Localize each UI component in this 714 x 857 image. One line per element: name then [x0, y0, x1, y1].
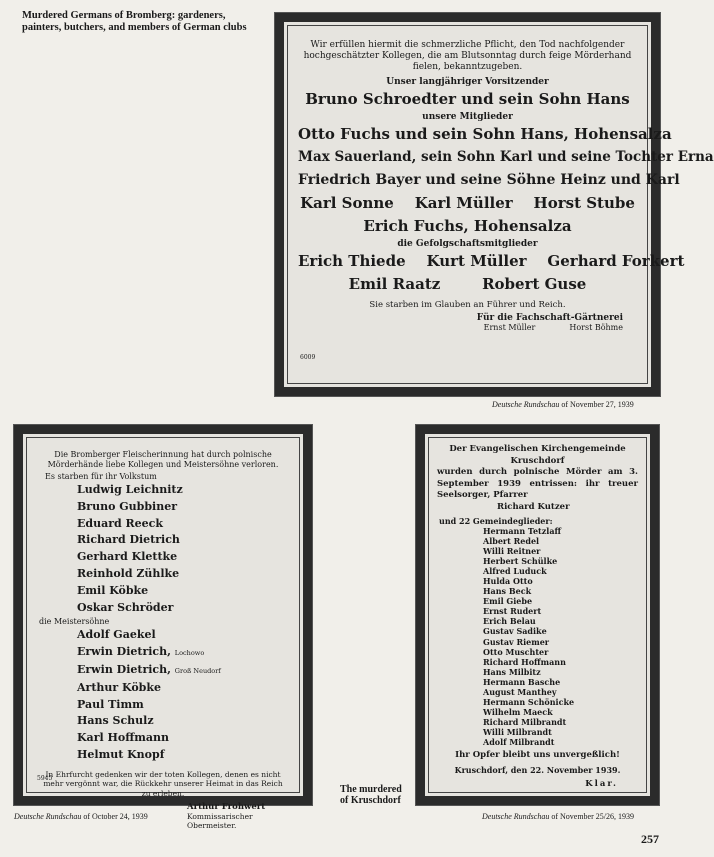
source-date: of November 27, 1939	[559, 400, 634, 409]
victim-name: Emil Köbke	[77, 583, 149, 597]
member-line: Erich Fuchs, Hohensalza	[363, 217, 572, 235]
member-name: Hermann Schönicke	[483, 697, 575, 708]
victim-name: Reinhold Zühlke	[77, 566, 180, 580]
notice-closing: Ihr Opfer bleibt uns unvergeßlich!	[455, 749, 620, 760]
source-date: of November 25/26, 1939	[549, 812, 634, 821]
faith-line: Sie starben im Glauben an Führer und Reich.	[369, 300, 566, 310]
notice-subhead: Unser langjähriger Vorsitzender	[386, 77, 549, 87]
victim-name: Bruno Gubbiner	[77, 499, 177, 513]
member-line: Otto Fuchs und sein Sohn Hans, Hohensalza	[298, 125, 672, 143]
victim-name-text: Erwin Dietrich,	[77, 645, 171, 659]
victim-place: Lochowo	[174, 649, 205, 658]
notice-signature: Klar.	[585, 778, 618, 789]
member-name: Willi Milbrandt	[483, 727, 552, 738]
member-name: Adolf Milbrandt	[483, 737, 555, 748]
victim-name: Richard Dietrich	[77, 533, 180, 547]
notice-subhead: unsere Mitglieder	[422, 112, 513, 122]
notice-date: Kruschdorf, den 22. November 1939.	[454, 764, 621, 775]
victim-name	[77, 680, 289, 697]
victim-name: Eduard Reeck	[77, 516, 163, 530]
source-line	[14, 812, 148, 821]
page-number: 257	[641, 832, 659, 846]
member-name: Hermann Tetzlaff	[483, 525, 562, 536]
member-name: Ernst Rudert	[483, 606, 542, 617]
member-name: Hans Beck	[483, 586, 532, 597]
follower-line: Erich Thiede Kurt Müller Gerhard Forkert	[298, 252, 685, 270]
member-name: Alfred Luduck	[483, 565, 547, 576]
death-notice-kruschdorf	[416, 425, 659, 805]
victim-name-text: Adolf Gaekel	[77, 628, 156, 642]
source-line	[482, 812, 634, 821]
victim-name-text: Paul Timm	[77, 697, 144, 711]
member-name: Gustav Sadike	[483, 626, 547, 637]
victim-name: Oskar Schröder	[77, 600, 174, 614]
notice-lead: und 22 Gemeindeglieder:	[439, 515, 553, 526]
member-name: Richard Hoffmann	[483, 656, 566, 667]
member-name: Hulda Otto	[483, 575, 533, 586]
victim-name	[77, 730, 289, 747]
notice-lead: Es starben für ihr Volkstum	[45, 472, 157, 481]
signer: Ernst Müller	[483, 323, 536, 332]
member-name: Otto Muschter	[483, 646, 549, 657]
member-name: Gustav Riemer	[483, 636, 550, 647]
notice-intro: Wir erfüllen hiermit die schmerzliche Pflicht, den Tod nachfolgender hochgeschätzter Kollegen, die am Blutsonntag durch feige Mörderhand fielen, bekanntzugeben.	[303, 40, 632, 72]
signers	[298, 323, 623, 332]
victim-name	[77, 713, 289, 730]
victim-name: Ludwig Leichnitz	[77, 483, 183, 496]
member-name: Herbert Schülke	[483, 555, 558, 566]
member-name: Albert Redel	[483, 535, 540, 546]
victim-name	[77, 697, 289, 714]
member-name: August Manthey	[483, 687, 557, 697]
follower-line: Emil Raatz Robert Guse	[348, 275, 587, 293]
pastor-name: Richard Kutzer	[497, 501, 570, 512]
notice-subhead: die Gefolgschaftsmitglieder	[397, 239, 538, 249]
notice-head: Der Evangelischen Kirchengemeinde Kruschdorf	[449, 444, 626, 466]
notice-closing: In Ehrfurcht gedenken wir der toten Kollegen, denen es nicht mehr vergönnt war, die Rückkehr unserer Heimat in das Reich zu erleben.	[43, 769, 283, 798]
member-line: Friedrich Bayer und seine Söhne Heinz und Karl	[298, 172, 680, 188]
member-name: Willi Reitner	[483, 545, 541, 556]
source-date: of October 24, 1939	[81, 812, 148, 821]
notice-lead: die Meistersöhne	[39, 617, 110, 627]
caption-top: Murdered Germans of Bromberg: gardeners, painters, butchers, and members of German clubs	[22, 10, 247, 33]
source-paper: Deutsche Rundschau	[482, 812, 550, 821]
victim-name	[77, 627, 289, 644]
victim-name	[77, 662, 289, 680]
member-line: Max Sauerland, sein Sohn Karl und seine Tochter Erna	[298, 149, 714, 165]
source-paper: Deutsche Rundschau	[14, 812, 82, 821]
member-name: Hans Milbitz	[483, 666, 541, 677]
member-name: Erich Belau	[483, 616, 536, 627]
member-name: Richard Milbrandt	[483, 717, 567, 728]
signer: Horst Böhme	[569, 323, 623, 332]
member-line: Karl Sonne Karl Müller Horst Stube	[300, 194, 635, 212]
victim-name: Gerhard Klettke	[77, 550, 178, 564]
notice-signature	[187, 802, 289, 830]
victim-name-text: Helmut Knopf	[77, 747, 165, 761]
source-line	[492, 400, 634, 409]
victim-name-text: Arthur Köbke	[77, 680, 161, 694]
member-name: Wilhelm Maeck	[483, 707, 553, 718]
victim-name-text: Erwin Dietrich,	[77, 662, 171, 676]
notice-code: 5945	[37, 775, 53, 782]
victim-name	[77, 644, 289, 662]
victim-name	[77, 747, 289, 764]
notice-intro: wurden durch polnische Mörder am 3. September 1939 entrissen: ihr treuer Seelsorger, Pfarrer	[437, 467, 638, 500]
member-name: Hermann Basche	[483, 676, 561, 687]
signer-name: Arthur Frohwert	[187, 802, 266, 813]
victim-name-text: Hans Schulz	[77, 714, 154, 728]
source-paper: Deutsche Rundschau	[492, 400, 560, 409]
death-notice-gardeners	[275, 13, 714, 396]
notice-code: 6009	[300, 354, 316, 361]
notice-intro: Die Bromberger Fleischerinnung hat durch polnische Mörderhände liebe Kollegen und Meistersöhne verloren.	[47, 450, 279, 469]
chairman-name: Bruno Schroedter und sein Sohn Hans	[305, 90, 630, 108]
victim-place: Groß Neudorf	[174, 666, 221, 675]
victim-name-text: Karl Hoffmann	[77, 731, 170, 745]
member-name: Emil Giebe	[483, 596, 533, 607]
signer-title: Kommissarischer Obermeister.	[187, 812, 253, 831]
caption-kruschdorf: The murdered of Kruschdorf	[340, 784, 402, 806]
notice-signature: Für die Fachschaft-Gärtnerei	[476, 313, 623, 323]
